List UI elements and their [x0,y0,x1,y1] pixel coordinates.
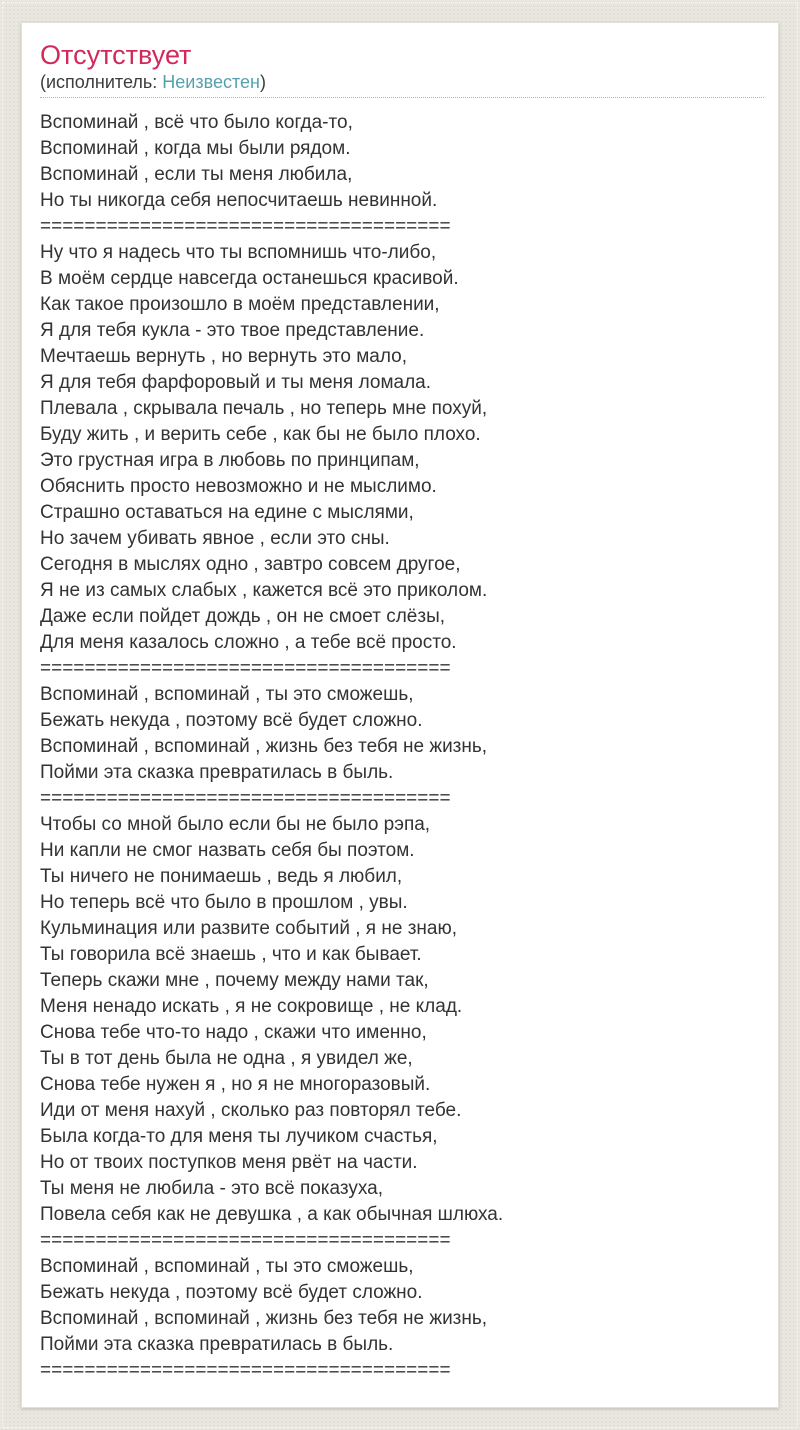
song-header [40,40,764,98]
lyric-line: Я для тебя кукла - это твое представление. [40,320,425,341]
lyric-line: Обяснить просто невозможно и не мыслимо. [40,476,437,497]
lyric-line: Вспоминай , когда мы были рядом. [40,138,351,159]
lyric-line: Вспоминай , вспоминай , жизнь без тебя не жизнь, [40,1308,488,1329]
lyric-line: Была когда-то для меня ты лучиком счастья, [40,1126,438,1147]
lyric-line: Но теперь всё что было в прошлом , увы. [40,892,408,913]
separator-line: ===================================== [40,1360,451,1381]
lyrics-card [21,22,779,1408]
lyric-line: Но зачем убивать явное , если это сны. [40,528,390,549]
lyric-line: Снова тебе что-то надо , скажи что именно, [40,1022,427,1043]
artist-label: (исполнитель: [40,72,158,92]
lyric-line: Я не из самых слабых , кажется всё это приколом. [40,580,488,601]
separator-line: ===================================== [40,216,451,237]
lyric-line: Снова тебе нужен я , но я не многоразовый. [40,1074,431,1095]
lyric-line: Вспоминай , вспоминай , ты это сможешь, [40,684,414,705]
lyric-line: Пойми эта сказка превратилась в быль. [40,762,394,783]
lyric-line: Это грустная игра в любовь по принципам, [40,450,420,471]
lyric-line: Пойми эта сказка превратилась в быль. [40,1334,394,1355]
lyric-line: Повела себя как не девушка , а как обычная шлюха. [40,1204,504,1225]
lyric-line: Для меня казалось сложно , а тебе всё просто. [40,632,457,653]
lyric-line: Даже если пойдет дождь , он не смоет слёзы, [40,606,446,627]
separator-line: ===================================== [40,658,451,679]
song-title: Отсутствует [40,40,192,70]
lyric-line: Иди от меня нахуй , сколько раз повторял тебе. [40,1100,462,1121]
lyric-line: Ни капли не смог назвать себя бы поэтом. [40,840,415,861]
lyric-line: Но от твоих поступков меня рвёт на части. [40,1152,418,1173]
artist-line [40,72,764,93]
lyric-line: Ты ничего не понимаешь , ведь я любил, [40,866,403,887]
artist-close-paren: ) [259,72,266,92]
lyric-line: В моём сердце навсегда останешься красивой. [40,268,459,289]
lyric-line: Ты меня не любила - это всё показуха, [40,1178,384,1199]
lyric-line: Как такое произошло в моём представлении, [40,294,440,315]
lyric-line: Страшно оставаться на едине с мыслями, [40,502,414,523]
lyric-line: Вспоминай , всё что было когда-то, [40,112,353,133]
lyric-line: Плевала , скрывала печаль , но теперь мне похуй, [40,398,488,419]
artist-link[interactable]: Неизвестен [162,72,260,92]
lyric-line: Ты говорила всё знаешь , что и как бывает. [40,944,422,965]
lyric-line: Ну что я надесь что ты вспомнишь что-либо, [40,242,437,263]
lyric-line: Мечтаешь вернуть , но вернуть это мало, [40,346,407,367]
lyric-line: Вспоминай , вспоминай , ты это сможешь, [40,1256,414,1277]
separator-line: ===================================== [40,1230,451,1251]
lyric-line: Но ты никогда себя непосчитаешь невинной. [40,190,438,211]
lyric-line: Ты в тот день была не одна , я увидел же, [40,1048,413,1069]
lyric-line: Буду жить , и верить себе , как бы не было плохо. [40,424,481,445]
lyric-line: Кульминация или развите событий , я не знаю, [40,918,457,939]
lyric-line: Теперь скажи мне , почему между нами так, [40,970,429,991]
lyric-line: Бежать некуда , поэтому всё будет сложно. [40,1282,423,1303]
lyric-line: Бежать некуда , поэтому всё будет сложно. [40,710,423,731]
lyric-line: Сегодня в мыслях одно , завтро совсем другое, [40,554,461,575]
lyric-line: Меня ненадо искать , я не сокровище , не клад. [40,996,463,1017]
lyric-line: Чтобы со мной было если бы не было рэпа, [40,814,431,835]
lyric-line: Вспоминай , вспоминай , жизнь без тебя не жизнь, [40,736,488,757]
lyric-line: Я для тебя фарфоровый и ты меня ломала. [40,372,432,393]
lyrics-text [40,110,764,1384]
separator-line: ===================================== [40,788,451,809]
lyric-line: Вспоминай , если ты меня любила, [40,164,353,185]
